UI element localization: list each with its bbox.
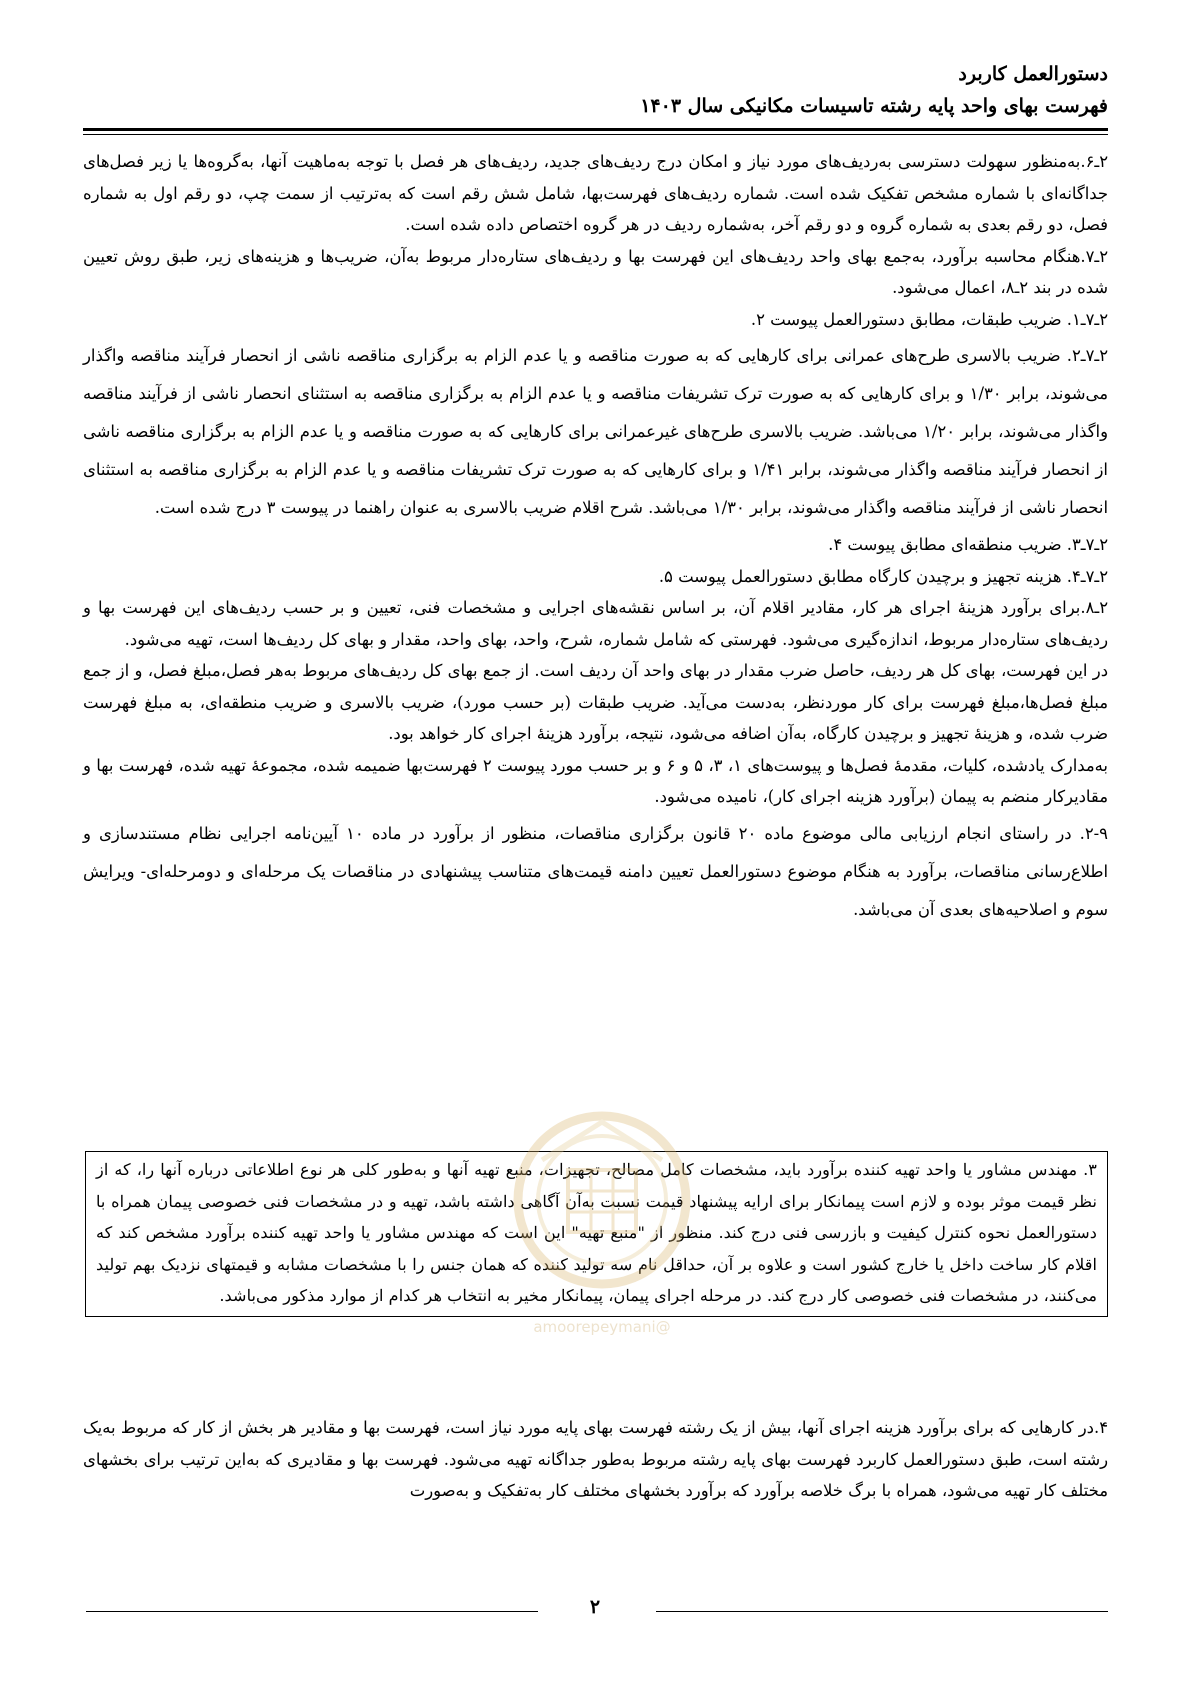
body-content (83, 146, 1108, 931)
paragraph-2-7-1: ۲ـ۷ـ۱. ضریب طبقات، مطابق دستورالعمل پیوست ۲. (750, 309, 1108, 329)
paragraph-2-8-docs: به‌مدارک یادشده، کلیات، مقدمهٔ فصل‌ها و پیوست‌های ۱، ۳، ۵ و ۶ و بر حسب مورد پیوست ۲ فهرست‌بها ضمیمه شده، مجموعهٔ تهیه شده، فهرست بها و مقادیرکار منضم به پیمان (برآورد هزینه اجرای کار)، نامیده می‌شود. (83, 755, 1108, 806)
paragraph-2-6: ۲ـ۶.به‌منظور سهولت دسترسی به‌ردیف‌های مورد نیاز و امکان درج ردیف‌های جدید، ردیف‌های هر فصل با توجه به‌ماهیت آنها، به‌گروه‌ها یا زیر فصل‌های جداگانه‌ای با شماره مشخص تفکیک شده است. شماره ردیف‌های فهرست‌بها، شامل شش رقم است که به‌ترتیب از سمت چپ، دو رقم اول به شماره فصل، دو رقم بعدی به شماره گروه و دو رقم آخر، به‌شماره ردیف در هر گروه اختصاص داده شده است. (83, 152, 1108, 234)
paragraph-2-7-2: ۲ـ۷ـ۲. ضریب بالاسری طرح‌های عمرانی برای کارهایی که به صورت مناقصه و یا عدم الزام به برگزاری مناقصه ناشی از انحصار فرآیند مناقصه واگذار می‌شوند، برابر ۱/۳۰ و برای کارهایی که به صورت ترک تشریفات مناقصه و یا عدم الزام به برگزاری مناقصه به استثنای انحصار ناشی از فرآیند مناقصه واگذار می‌شوند، برابر ۱/۲۰ می‌باشد. ضریب بالاسری طرح‌های غیرعمرانی برای کارهایی که به صورت مناقصه و یا عدم الزام به برگزاری مناقصه ناشی از انحصار فرآیند مناقصه واگذار می‌شوند، برابر ۱/۴۱ و برای کارهایی که به صورت ترک تشریفات مناقصه و یا عدم الزام به برگزاری مناقصه به استثنای انحصار ناشی از فرآیند مناقصه واگذار می‌شوند، برابر ۱/۳۰ می‌باشد. شرح اقلام ضریب بالاسری به عنوان راهنما در پیوست ۳ درج شده است. (83, 346, 1108, 517)
paragraph-3: ۳. مهندس مشاور یا واحد تهیه کننده برآورد باید، مشخصات کامل مصالح، تجهیزات، منبع تهیه آنها و به‌طور کلی هر نوع اطلاعاتی درباره آنها را، که از نظر قیمت موثر بوده و لازم است پیمانکار برای ارایه پیشنهاد قیمت نسبت به‌آن آگاهی داشته باشد، تهیه و در مشخصات فنی خصوصی پیمان همراه با دستورالعمل نحوه کنترل کیفیت و بازرسی فنی درج کند. منظور از "منبع تهیه" این است که مهندس مشاور یا واحد تهیه کننده برآورد مشخص کند که اقلام کار ساخت داخل یا خارج کشور است و علاوه بر آن، حداقل نام سه تولید کننده که همان جنس را با مشخصات مشابه و قیمتهای نزدیک بهم تولید می‌کنند، در مشخصات فنی خصوصی کار درج کند. در مرحله اجرای پیمان، پیمانکار مخیر به انتخاب هر کدام از موارد مذکور می‌باشد. (96, 1160, 1097, 1306)
header-rule-thin (83, 134, 1108, 135)
header-subtitle: فهرست بهای واحد پایه رشته تاسیسات مکانیکی سال ۱۴۰۳ (640, 95, 1108, 117)
footer-rule-left (86, 1611, 538, 1612)
boxed-note (85, 1151, 1108, 1317)
body-content-2 (83, 1412, 1108, 1507)
header-rule-thick (83, 128, 1108, 131)
page-header (83, 58, 1108, 122)
paragraph-2-7-3: ۲ـ۷ـ۳. ضریب منطقه‌ای مطابق پیوست ۴. (828, 535, 1108, 554)
header-title: دستورالعمل کاربرد (958, 63, 1108, 85)
paragraph-2-8-cont: در این فهرست، بهای کل هر ردیف، حاصل ضرب مقدار در بهای واحد آن ردیف است. از جمع بهای کل ردیف‌های مربوط به‌هر فصل،مبلغ فصل، و از جمع مبلغ فصل‌ها،مبلغ فهرست برای کار موردنظر، به‌دست می‌آید. ضریب طبقات (بر حسب مورد)، ضریب بالاسری و ضریب منطقه‌ای، به مبلغ فهرست ضرب شده، و هزینهٔ تجهیز و برچیدن کارگاه، به‌آن اضافه می‌شود، نتیجه، برآورد هزینهٔ اجرای کار خواهد بود. (83, 661, 1108, 743)
paragraph-2-7: ۲ـ۷.هنگام محاسبه برآورد، به‌جمع بهای واحد ردیف‌های این فهرست بها و ردیف‌های ستاره‌دار مربوط به‌آن، ضریب‌ها و هزینه‌های زیر، طبق روش تعیین شده در بند ۲ـ۸، اعمال می‌شود. (83, 246, 1108, 297)
paragraph-4: ۴.در کارهایی که برای برآورد هزینه اجرای آنها، بیش از یک رشته فهرست بهای پایه مورد نیاز است، فهرست بها و مقادیر هر بخش از کار که مربوط به‌یک رشته است، طبق دستورالعمل کاربرد فهرست بهای پایه رشته مربوط به‌طور جداگانه تهیه می‌شود. فهرست بها و مقادیری که به‌این ترتیب برای بخشهای مختلف کار تهیه می‌شود، همراه با برگ خلاصه برآورد که برآورد بخشهای مختلف کار به‌تفکیک و به‌صورت (83, 1418, 1108, 1500)
paragraph-2-9: ۲-۹. در راستای انجام ارزیابی مالی موضوع ماده ۲۰ قانون برگزاری مناقصات، منظور از برآورد در ماده ۱۰ آیین‌نامه اجرایی نظام مستندسازی و اطلاع‌رسانی مناقصات، برآورد به هنگام موضوع دستورالعمل تعیین دامنه قیمت‌های متناسب پیشنهادی در مناقصات یک مرحله‌ای و دومرحله‌ای- ویرایش سوم و اصلاحیه‌های بعدی آن می‌باشد. (83, 823, 1108, 919)
page-number: ۲ (589, 1596, 601, 1618)
paragraph-2-7-4: ۲ـ۷ـ۴. هزینه تجهیز و برچیدن کارگاه مطابق دستورالعمل پیوست ۵. (658, 566, 1108, 586)
watermark-text: @amoorepeymani (533, 1318, 671, 1336)
footer-rule-right (656, 1611, 1108, 1612)
paragraph-2-8: ۲ـ۸.برای برآورد هزینهٔ اجرای هر کار، مقادیر اقلام آن، بر اساس نقشه‌های اجرایی و مشخصات فنی، تعیین و بر حسب ردیف‌های این فهرست بها و ردیف‌های ستاره‌دار مربوط، اندازه‌گیری می‌شود. فهرستی که شامل شماره، شرح، واحد، بهای واحد، مقدار و بهای کل ردیف‌ها است، تهیه می‌شود. (83, 598, 1108, 649)
